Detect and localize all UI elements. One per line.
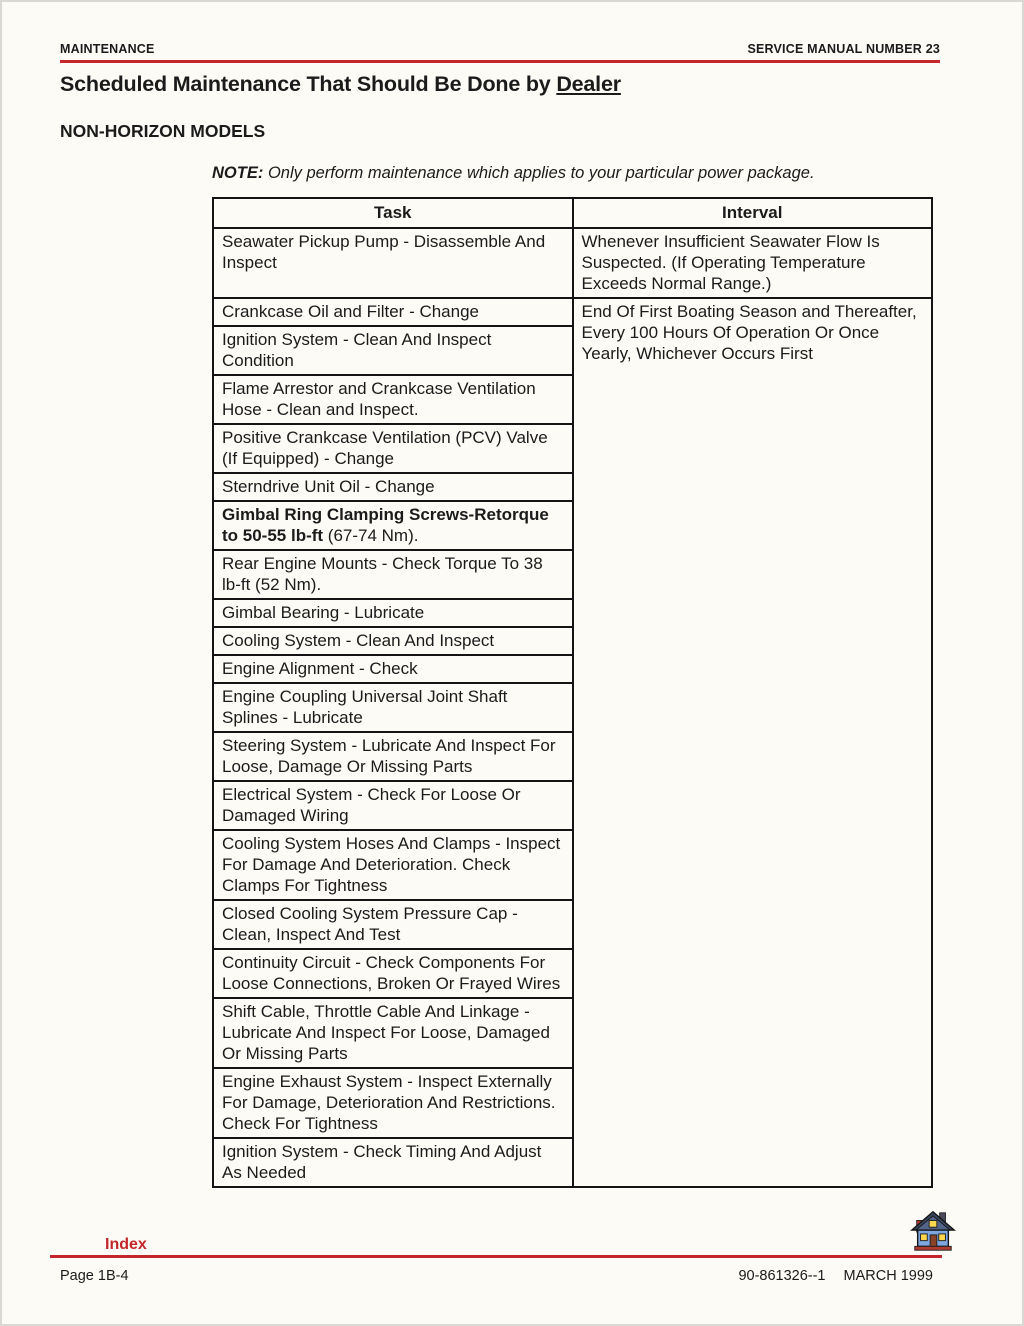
column-header-task: Task bbox=[213, 198, 573, 228]
header-right-label: SERVICE MANUAL NUMBER 23 bbox=[747, 42, 940, 56]
task-cell: Steering System - Lubricate And Inspect For Loose, Damage Or Missing Parts bbox=[213, 732, 573, 781]
task-cell: Electrical System - Check For Loose Or Damaged Wiring bbox=[213, 781, 573, 830]
task-cell: Closed Cooling System Pressure Cap - Clean, Inspect And Test bbox=[213, 900, 573, 949]
task-cell: Seawater Pickup Pump - Disassemble And Inspect bbox=[213, 228, 573, 298]
task-cell: Gimbal Bearing - Lubricate bbox=[213, 599, 573, 627]
task-cell: Ignition System - Clean And Inspect Condition bbox=[213, 326, 573, 375]
index-link[interactable]: Index bbox=[105, 1236, 147, 1253]
maintenance-table bbox=[212, 197, 933, 1188]
manual-page bbox=[60, 0, 964, 1188]
table-row bbox=[213, 298, 932, 326]
task-cell: Crankcase Oil and Filter - Change bbox=[213, 298, 573, 326]
note bbox=[212, 164, 964, 183]
table-row bbox=[213, 228, 932, 298]
page-title-text: Scheduled Maintenance That Should Be Done by bbox=[60, 72, 557, 96]
page-title bbox=[60, 72, 964, 97]
task-cell: Sterndrive Unit Oil - Change bbox=[213, 473, 573, 501]
note-label: NOTE: bbox=[212, 164, 264, 182]
table-header-row bbox=[213, 198, 932, 228]
task-cell: Engine Exhaust System - Inspect Externally For Damage, Deterioration And Restrictions. Check For Tightness bbox=[213, 1068, 573, 1138]
page-number: Page 1B-4 bbox=[60, 1268, 129, 1284]
task-cell: Gimbal Ring Clamping Screws-Retorque to 50-55 lb-ft (67-74 Nm). bbox=[213, 501, 573, 550]
task-cell: Continuity Circuit - Check Components For Loose Connections, Broken Or Frayed Wires bbox=[213, 949, 573, 998]
footer-rule bbox=[50, 1255, 942, 1258]
task-cell: Engine Alignment - Check bbox=[213, 655, 573, 683]
footer-bottom-line bbox=[60, 1268, 933, 1284]
section-heading: NON-HORIZON MODELS bbox=[60, 121, 266, 141]
column-header-interval: Interval bbox=[573, 198, 933, 228]
page-title-underlined-word: Dealer bbox=[556, 72, 621, 96]
note-body: Only perform maintenance which applies to your particular power package. bbox=[267, 164, 815, 182]
running-header bbox=[60, 42, 940, 63]
home-icon[interactable] bbox=[910, 1209, 956, 1255]
task-cell: Flame Arrestor and Crankcase Ventilation Hose - Clean and Inspect. bbox=[213, 375, 573, 424]
task-cell: Positive Crankcase Ventilation (PCV) Valve (If Equipped) - Change bbox=[213, 424, 573, 473]
interval-cell: Whenever Insufficient Seawater Flow Is Suspected. (If Operating Temperature Exceeds Normal Range.) bbox=[573, 228, 933, 298]
merged-interval-cell: End Of First Boating Season and Thereafter, Every 100 Hours Of Operation Or Once Yearly, Whichever Occurs First bbox=[573, 298, 933, 1187]
task-cell: Shift Cable, Throttle Cable And Linkage - Lubricate And Inspect For Loose, Damaged Or Missing Parts bbox=[213, 998, 573, 1068]
doc-date: MARCH 1999 bbox=[843, 1268, 933, 1284]
task-cell: Rear Engine Mounts - Check Torque To 38 lb-ft (52 Nm). bbox=[213, 550, 573, 599]
task-cell: Cooling System Hoses And Clamps - Inspect For Damage And Deterioration. Check Clamps For Tightness bbox=[213, 830, 573, 900]
task-cell: Cooling System - Clean And Inspect bbox=[213, 627, 573, 655]
task-cell: Engine Coupling Universal Joint Shaft Splines - Lubricate bbox=[213, 683, 573, 732]
task-rows bbox=[213, 228, 932, 1187]
doc-number: 90-861326--1 bbox=[738, 1268, 826, 1284]
doc-number-group bbox=[738, 1268, 933, 1284]
task-cell: Ignition System - Check Timing And Adjust As Needed bbox=[213, 1138, 573, 1187]
header-left-label: MAINTENANCE bbox=[60, 42, 155, 56]
